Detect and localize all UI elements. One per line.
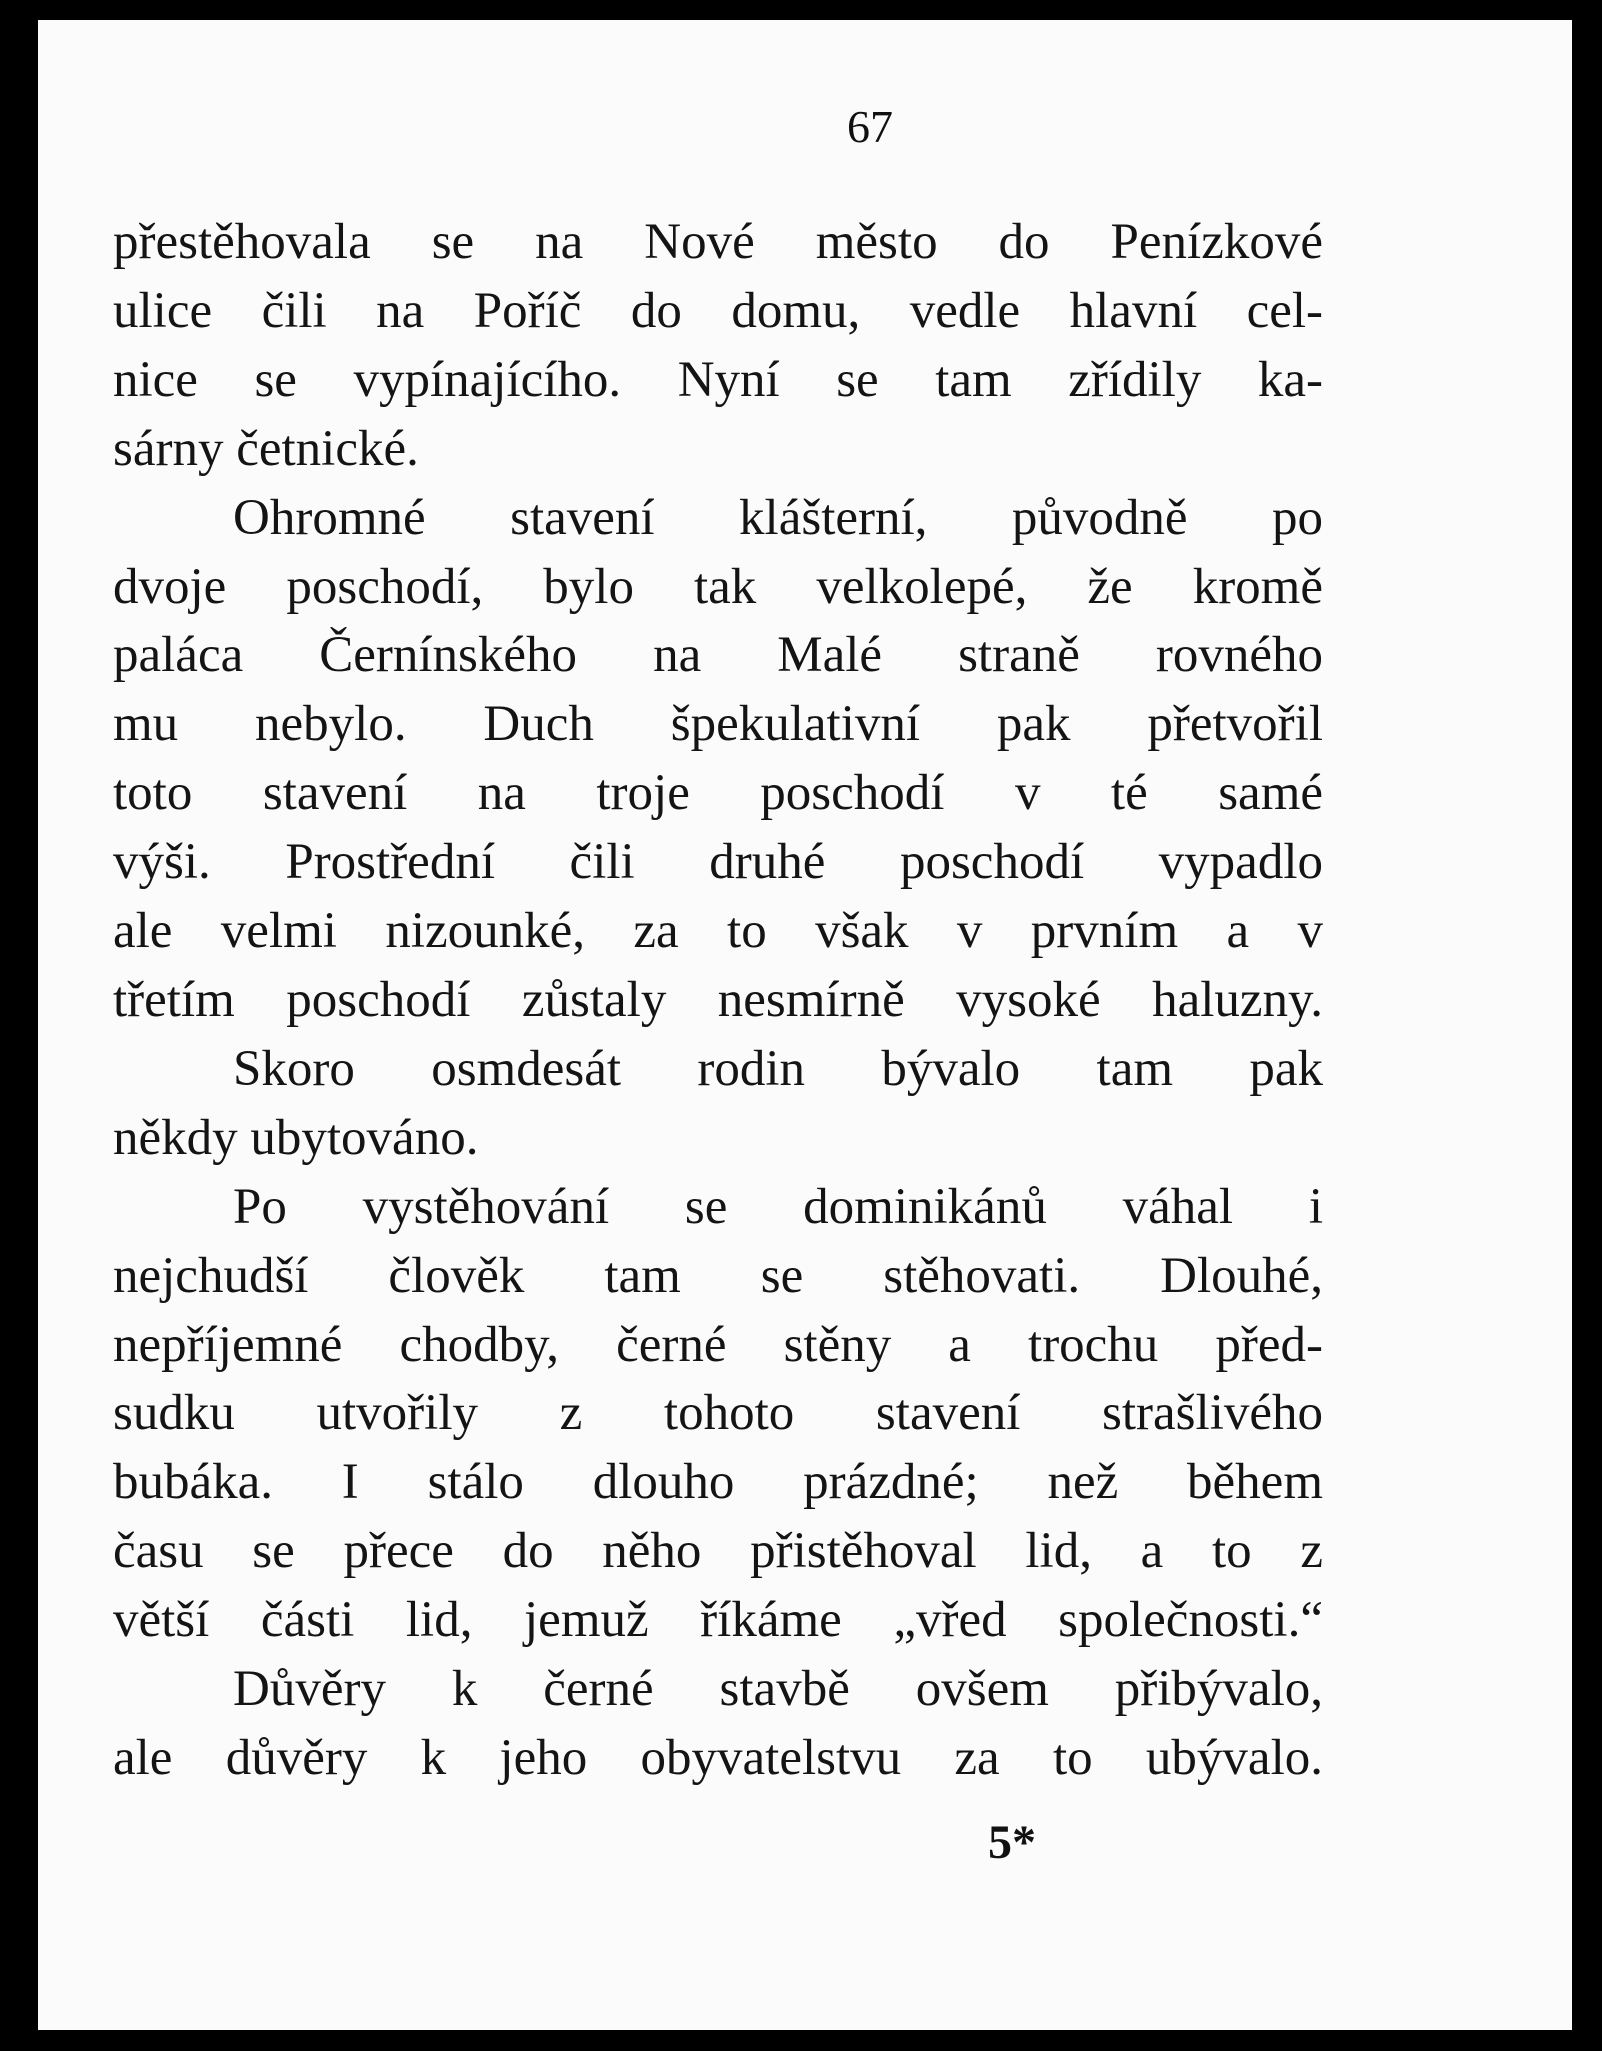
page-number: 67 [847, 101, 893, 152]
text-line: přestěhovala se na Nové město do Penízkové [113, 214, 1323, 270]
text-line: větší části lid, jemuž říkáme „vřed společnosti.“ [113, 1592, 1323, 1649]
body-text [113, 208, 1323, 1793]
text-line: bubáka. I stálo dlouho prázdné; než během [113, 1454, 1323, 1511]
text-line: toto stavení na troje poschodí v té samé [113, 765, 1323, 822]
text-line: dvoje poschodí, bylo tak velkolepé, že kromě [113, 558, 1323, 615]
book-page [38, 20, 1572, 2030]
text-line: paláca Černínského na Malé straně rovného [113, 627, 1323, 684]
paragraph-start: Skoro osmdesát rodin bývalo tam pak [233, 1040, 1323, 1097]
text-line: nice se vypínajícího. Nyní se tam zřídily ka- [113, 351, 1323, 408]
paragraph-start: Ohromné stavení klášterní, původně po [233, 489, 1323, 546]
text-line: času se přece do něho přistěhoval lid, a to z [113, 1523, 1323, 1580]
text-line: ale velmi nizounké, za to však v prvním a v [113, 903, 1323, 960]
text-line: nepříjemné chodby, černé stěny a trochu před- [113, 1316, 1323, 1373]
text-line: třetím poschodí zůstaly nesmírně vysoké haluzny. [113, 971, 1323, 1028]
text-line: mu nebylo. Duch špekulativní pak přetvořil [113, 696, 1323, 753]
printer-signature-mark: 5* [988, 1816, 1036, 1869]
paragraph-start: Důvěry k černé stavbě ovšem přibývalo, [233, 1661, 1323, 1718]
text-line: sudku utvořily z tohoto stavení strašlivého [113, 1385, 1323, 1442]
text-line: sárny četnické. [113, 420, 419, 477]
text-line: nejchudší člověk tam se stěhovati. Dlouhé, [113, 1247, 1323, 1304]
text-line: ale důvěry k jeho obyvatelstvu za to ubývalo. [113, 1729, 1323, 1786]
paragraph-start: Po vystěhování se dominikánů váhal i [233, 1178, 1323, 1235]
text-line: výši. Prostřední čili druhé poschodí vypadlo [113, 834, 1323, 891]
text-line: ulice čili na Poříč do domu, vedle hlavní cel- [113, 282, 1323, 339]
text-line: někdy ubytováno. [113, 1109, 479, 1166]
